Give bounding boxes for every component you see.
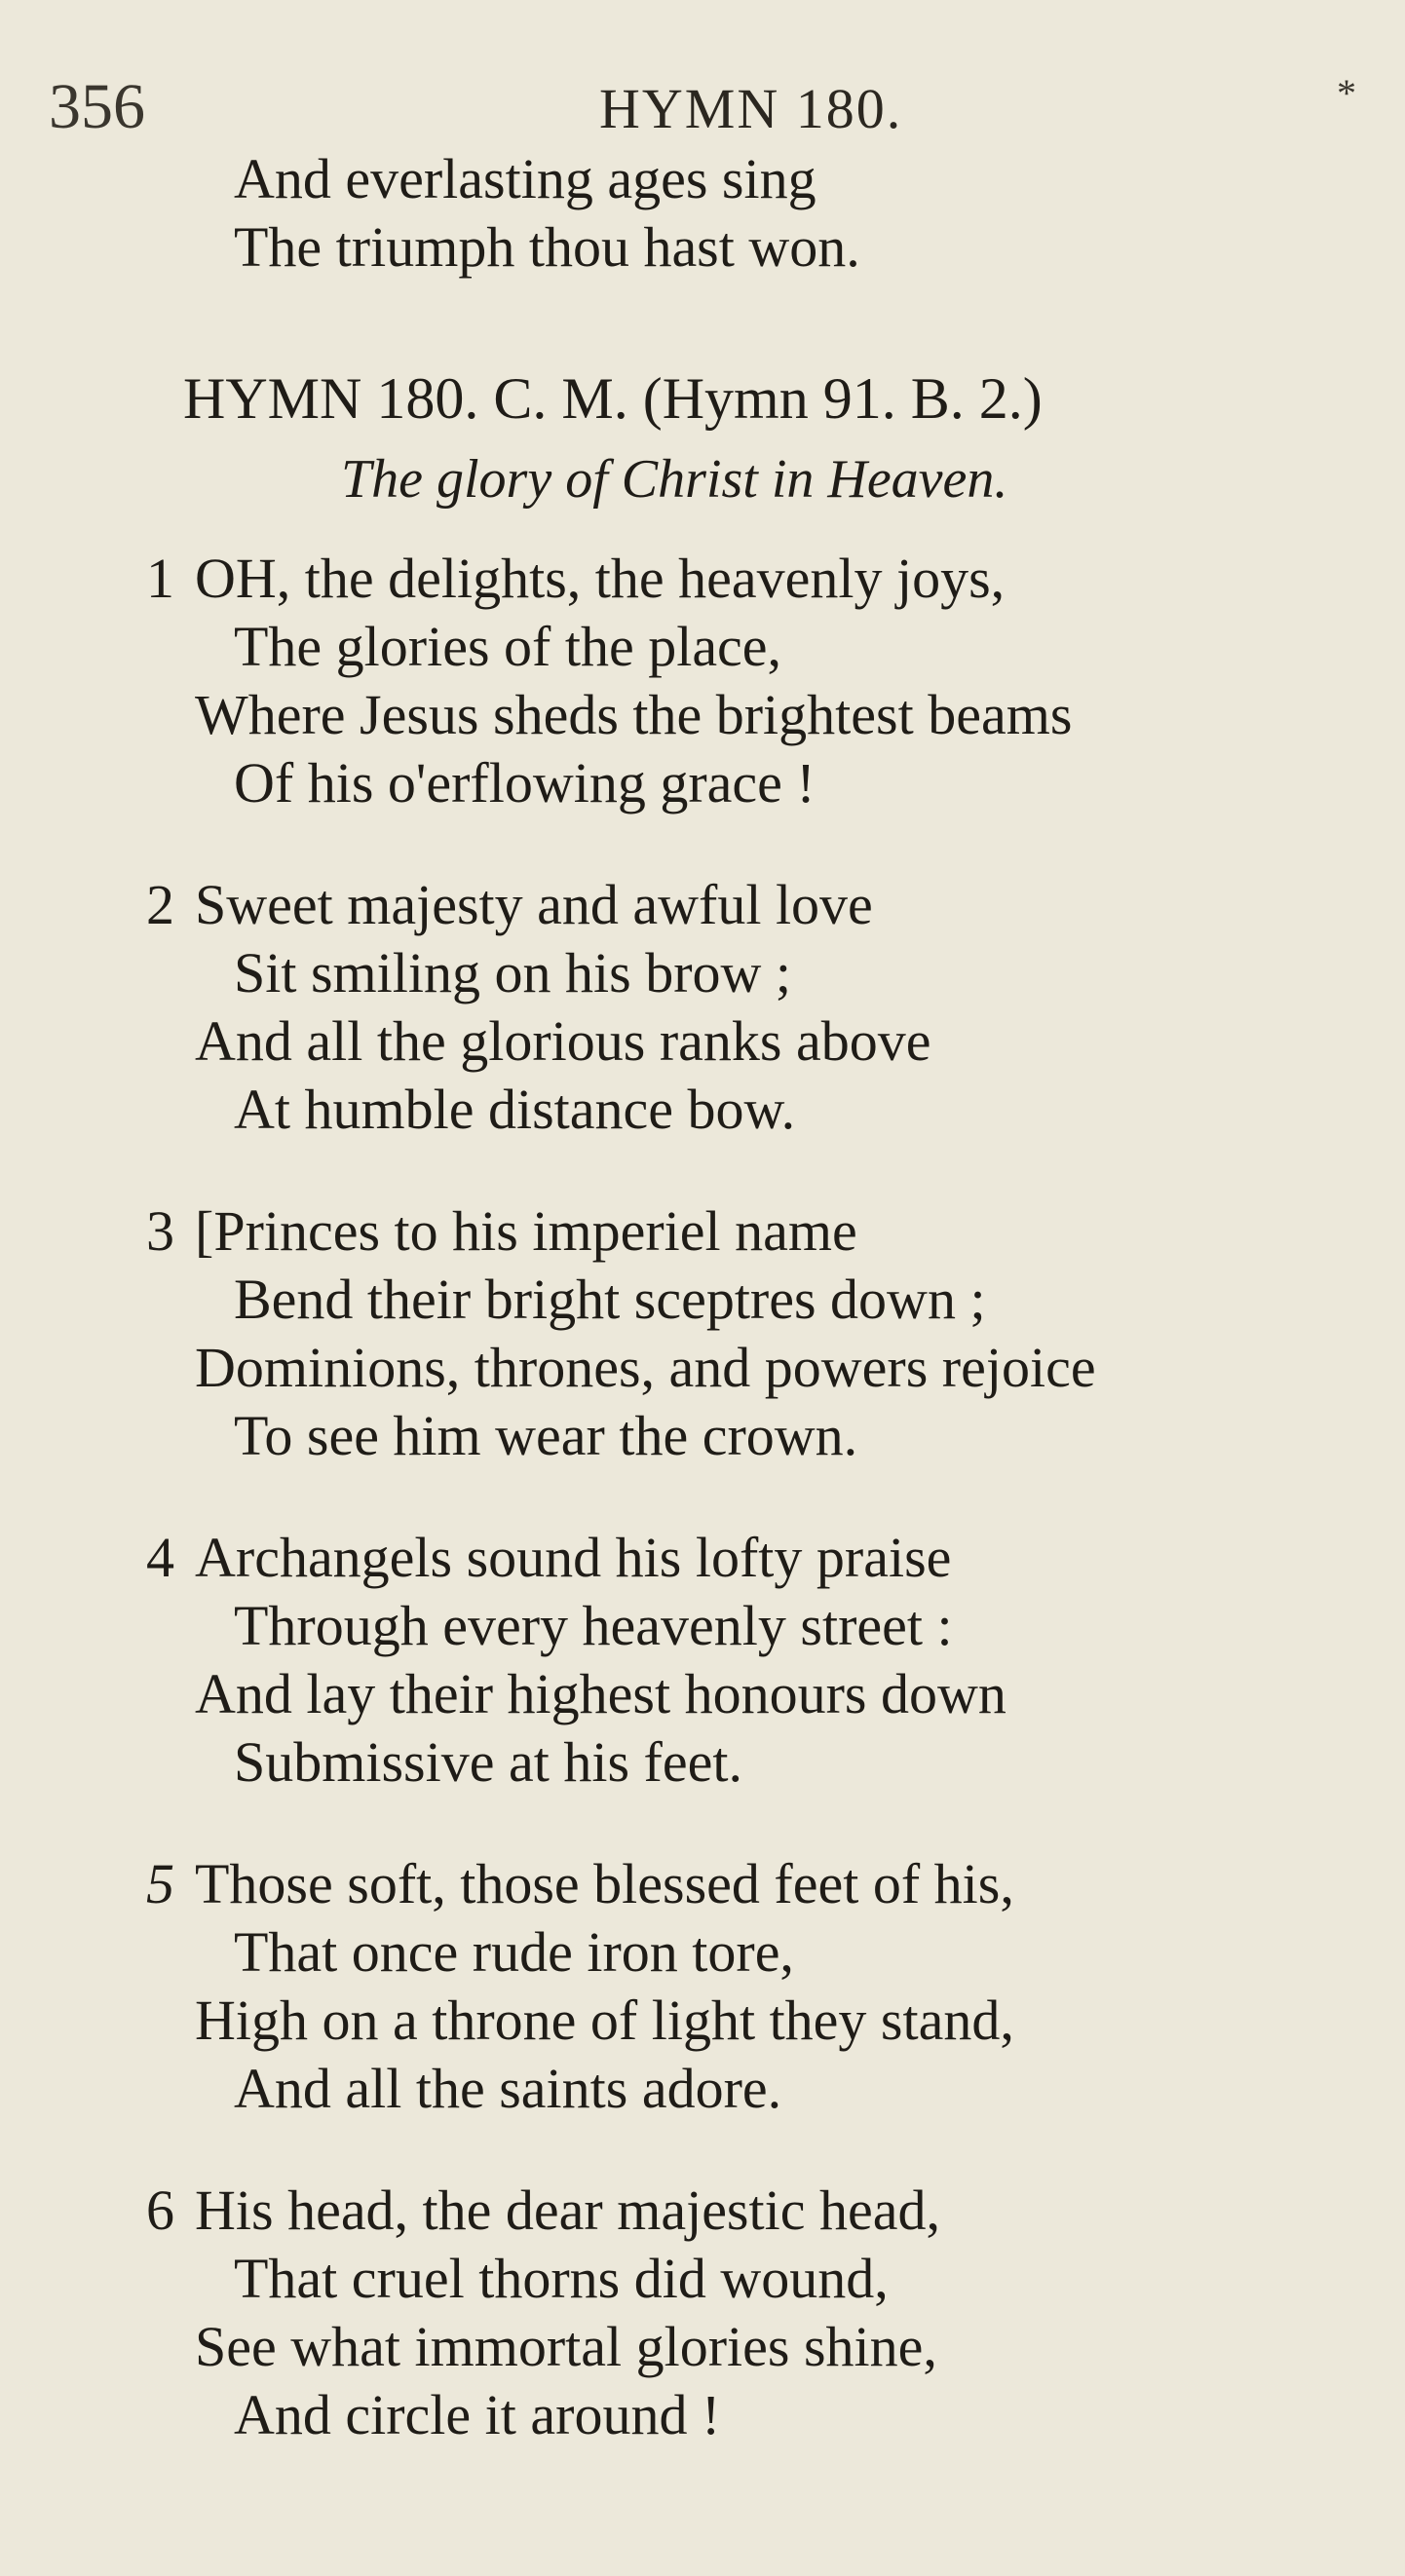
verse-line: At humble distance bow. bbox=[234, 1078, 796, 1141]
page-header bbox=[0, 70, 1405, 158]
verse-line: Dominions, thrones, and powers rejoice bbox=[195, 1336, 1096, 1399]
verse-line: The glories of the place, bbox=[234, 615, 782, 678]
verse-line: That cruel thorns did wound, bbox=[234, 2247, 889, 2310]
verse-line: Sweet majesty and awful love bbox=[195, 873, 873, 936]
verse-line: Through every heavenly street : bbox=[234, 1594, 953, 1657]
printer-mark: * bbox=[1337, 71, 1356, 115]
verse-number: 2 bbox=[146, 873, 174, 936]
verse-line: And all the glorious ranks above bbox=[195, 1009, 931, 1073]
verse-line: Of his o'erflowing grace ! bbox=[234, 751, 816, 814]
verse-line: [Princes to his imperiel name bbox=[195, 1199, 857, 1263]
hymn-title: HYMN 180. C. M. (Hymn 91. B. 2.) bbox=[183, 366, 1043, 431]
verse-line: OH, the delights, the heavenly joys, bbox=[195, 547, 1006, 610]
verse-line: Where Jesus sheds the brightest beams bbox=[195, 683, 1073, 746]
page-number: 356 bbox=[49, 71, 145, 142]
verse-line: Those soft, those blessed feet of his, bbox=[195, 1852, 1014, 1915]
verse-number: 5 bbox=[146, 1852, 174, 1915]
verse-line: His head, the dear majestic head, bbox=[195, 2178, 940, 2242]
verse-line: Archangels sound his lofty praise bbox=[195, 1526, 952, 1589]
verse-line: Submissive at his feet. bbox=[234, 1730, 742, 1794]
verse-line: That once rude iron tore, bbox=[234, 1920, 794, 1984]
verse-line: High on a throne of light they stand, bbox=[195, 1989, 1014, 2052]
verse-line: And all the saints adore. bbox=[234, 2057, 782, 2120]
verse-number: 3 bbox=[146, 1199, 174, 1263]
prev-hymn-line: The triumph thou hast won. bbox=[234, 215, 860, 279]
verse-line: To see him wear the crown. bbox=[234, 1404, 858, 1467]
verse-line: And lay their highest honours down bbox=[195, 1662, 1006, 1725]
verse-number: 6 bbox=[146, 2178, 174, 2242]
prev-hymn-line: And everlasting ages sing bbox=[234, 147, 816, 210]
verse-number: 4 bbox=[146, 1526, 174, 1589]
verse-number: 1 bbox=[146, 547, 174, 610]
running-head: HYMN 180. bbox=[599, 77, 903, 140]
verse-line: See what immortal glories shine, bbox=[195, 2315, 937, 2378]
hymn-subtitle: The glory of Christ in Heaven. bbox=[341, 449, 1008, 510]
verse-line: And circle it around ! bbox=[234, 2383, 721, 2446]
verse-line: Bend their bright sceptres down ; bbox=[234, 1268, 986, 1331]
verse-line: Sit smiling on his brow ; bbox=[234, 941, 792, 1004]
